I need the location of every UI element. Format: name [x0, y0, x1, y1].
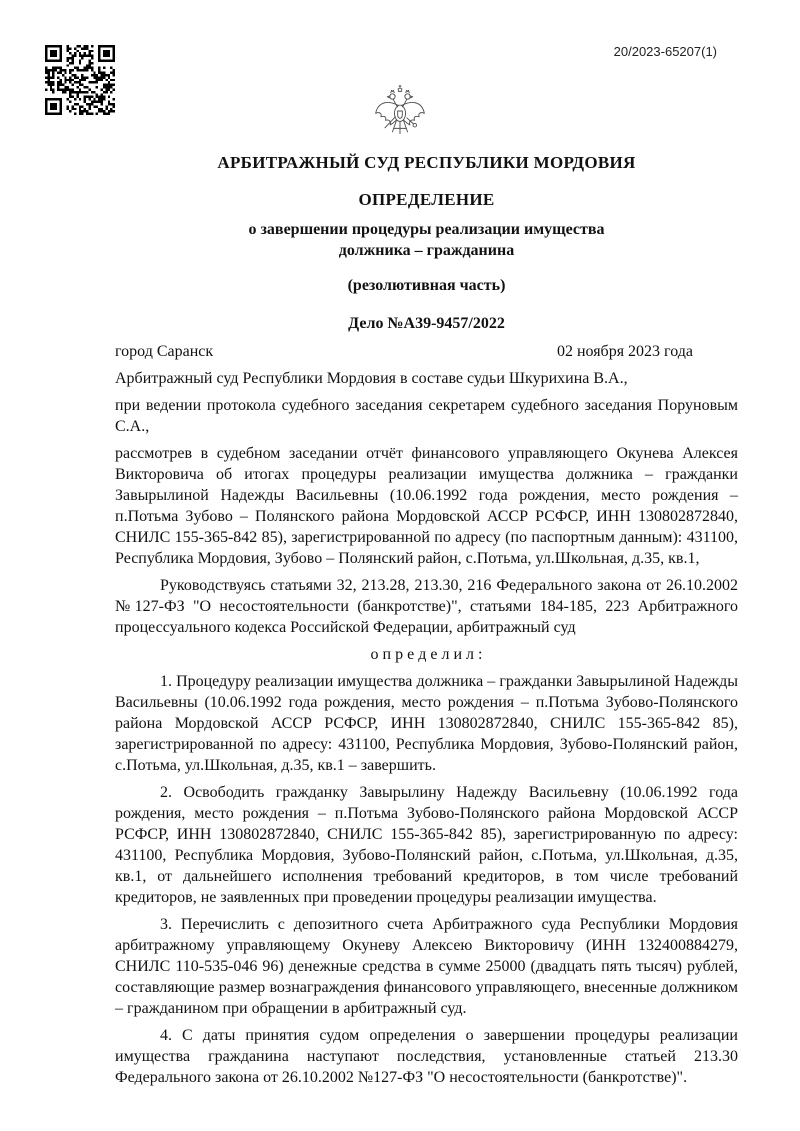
coat-of-arms-icon: [371, 80, 429, 142]
doc-subtitle-line2: должника – гражданина: [338, 242, 515, 259]
ruling-item-2: 2. Освободить гражданку Завырылину Надежду Васильевну (10.06.1992 года рождения, место рождения – п.Потьма Зубово-Полянского района Мордовской АССР РСФСР, ИНН 130802872840, СНИЛС 155-365-842 85), зарегистрированную по адресу: 431100, Республика Мордовия, Зубово-Полянский район, с.Потьма, ул.Школьная, д.35, кв.1, от дальнейшего исполнения требований кредиторов, в том числе требований кредиторов, не заявленных при проведении процедуры реализации имущества.: [115, 784, 738, 906]
determined-label: о п р е д е л и л :: [370, 646, 483, 663]
ruling-item-4: 4. С даты принятия судом определения о завершении процедуры реализации имущества гражданина наступают последствия, установленные статьей 213.30 Федерального закона от 26.10.2002 №127-ФЗ "О несостоятельности (банкротстве)".: [115, 1027, 738, 1086]
date-label: 02 ноября 2023 года: [556, 343, 693, 360]
document-body: [115, 152, 738, 1088]
doc-type-title: ОПРЕДЕЛЕНИЕ: [358, 190, 495, 209]
secretary-line: при ведении протокола судебного заседания секретарем судебного заседания Поруновым С.А.,: [115, 397, 738, 435]
considered-paragraph: рассмотрев в судебном заседании отчёт финансового управляющего Окунева Алексея Викторовича об итогах процедуры реализации имущества должника – гражданки Завырылиной Надежды Васильевны (10.06.1992 года рождения, место рождения – п.Потьма Зубово – Полянского района Мордовской АССР РСФСР, ИНН 130802872840, СНИЛС 155-365-842 85), зарегистрированной по адресу (по паспортным данным): 431100, Республика Мордовия, Зубово – Полянский район, с.Потьма, ул.Школьная, д.35, кв.1,: [115, 445, 738, 567]
doc-subtitle-line1: о завершении процедуры реализации имущества: [248, 221, 605, 238]
court-name: АРБИТРАЖНЫЙ СУД РЕСПУБЛИКИ МОРДОВИЯ: [217, 153, 636, 172]
judge-line: Арбитражный суд Республики Мордовия в составе судьи Шкурихина В.А.,: [115, 370, 628, 387]
resolution-note: (резолютивная часть): [347, 277, 506, 294]
qr-code-icon: [45, 45, 115, 115]
coat-of-arms-wrap: [0, 0, 800, 142]
legal-basis-paragraph: Руководствуясь статьями 32, 213.28, 213.30, 216 Федерального закона от 26.10.2002 №127-ФЗ "О несостоятельности (банкротстве)", статьями 184-185, 223 Арбитражного процессуального кодекса Российской Федерации, арбитражный суд: [115, 577, 738, 636]
city-label: город Саранск: [115, 343, 214, 360]
city-date-row: [115, 341, 738, 362]
doc-subtitle: [115, 219, 738, 261]
ruling-item-3: 3. Перечислить с депозитного счета Арбитражного суда Республики Мордовия арбитражному управляющему Окуневу Алексею Викторовичу (ИНН 132400884279, СНИЛС 110-535-046 96) денежные средства в сумме 25000 (двадцать пять тысяч) рублей, составляющие размер вознаграждения финансового управляющего, внесенные должником – гражданином при обращении в арбитражный суд.: [115, 916, 738, 1017]
ruling-item-1: 1. Процедуру реализации имущества должника – гражданки Завырылиной Надежды Васильевны (10.06.1992 года рождения, место рождения – п.Потьма Зубово-Полянского района Мордовской АССР РСФСР, ИНН 130802872840, СНИЛС 155-365-842 85), зарегистрированной по адресу: 431100, Республика Мордовия, Зубово-Полянский район, с.Потьма, ул.Школьная, д.35, кв.1 – завершить.: [115, 673, 738, 774]
case-number: Дело №А39-9457/2022: [348, 315, 505, 332]
document-number: 20/2023-65207(1): [613, 44, 717, 59]
